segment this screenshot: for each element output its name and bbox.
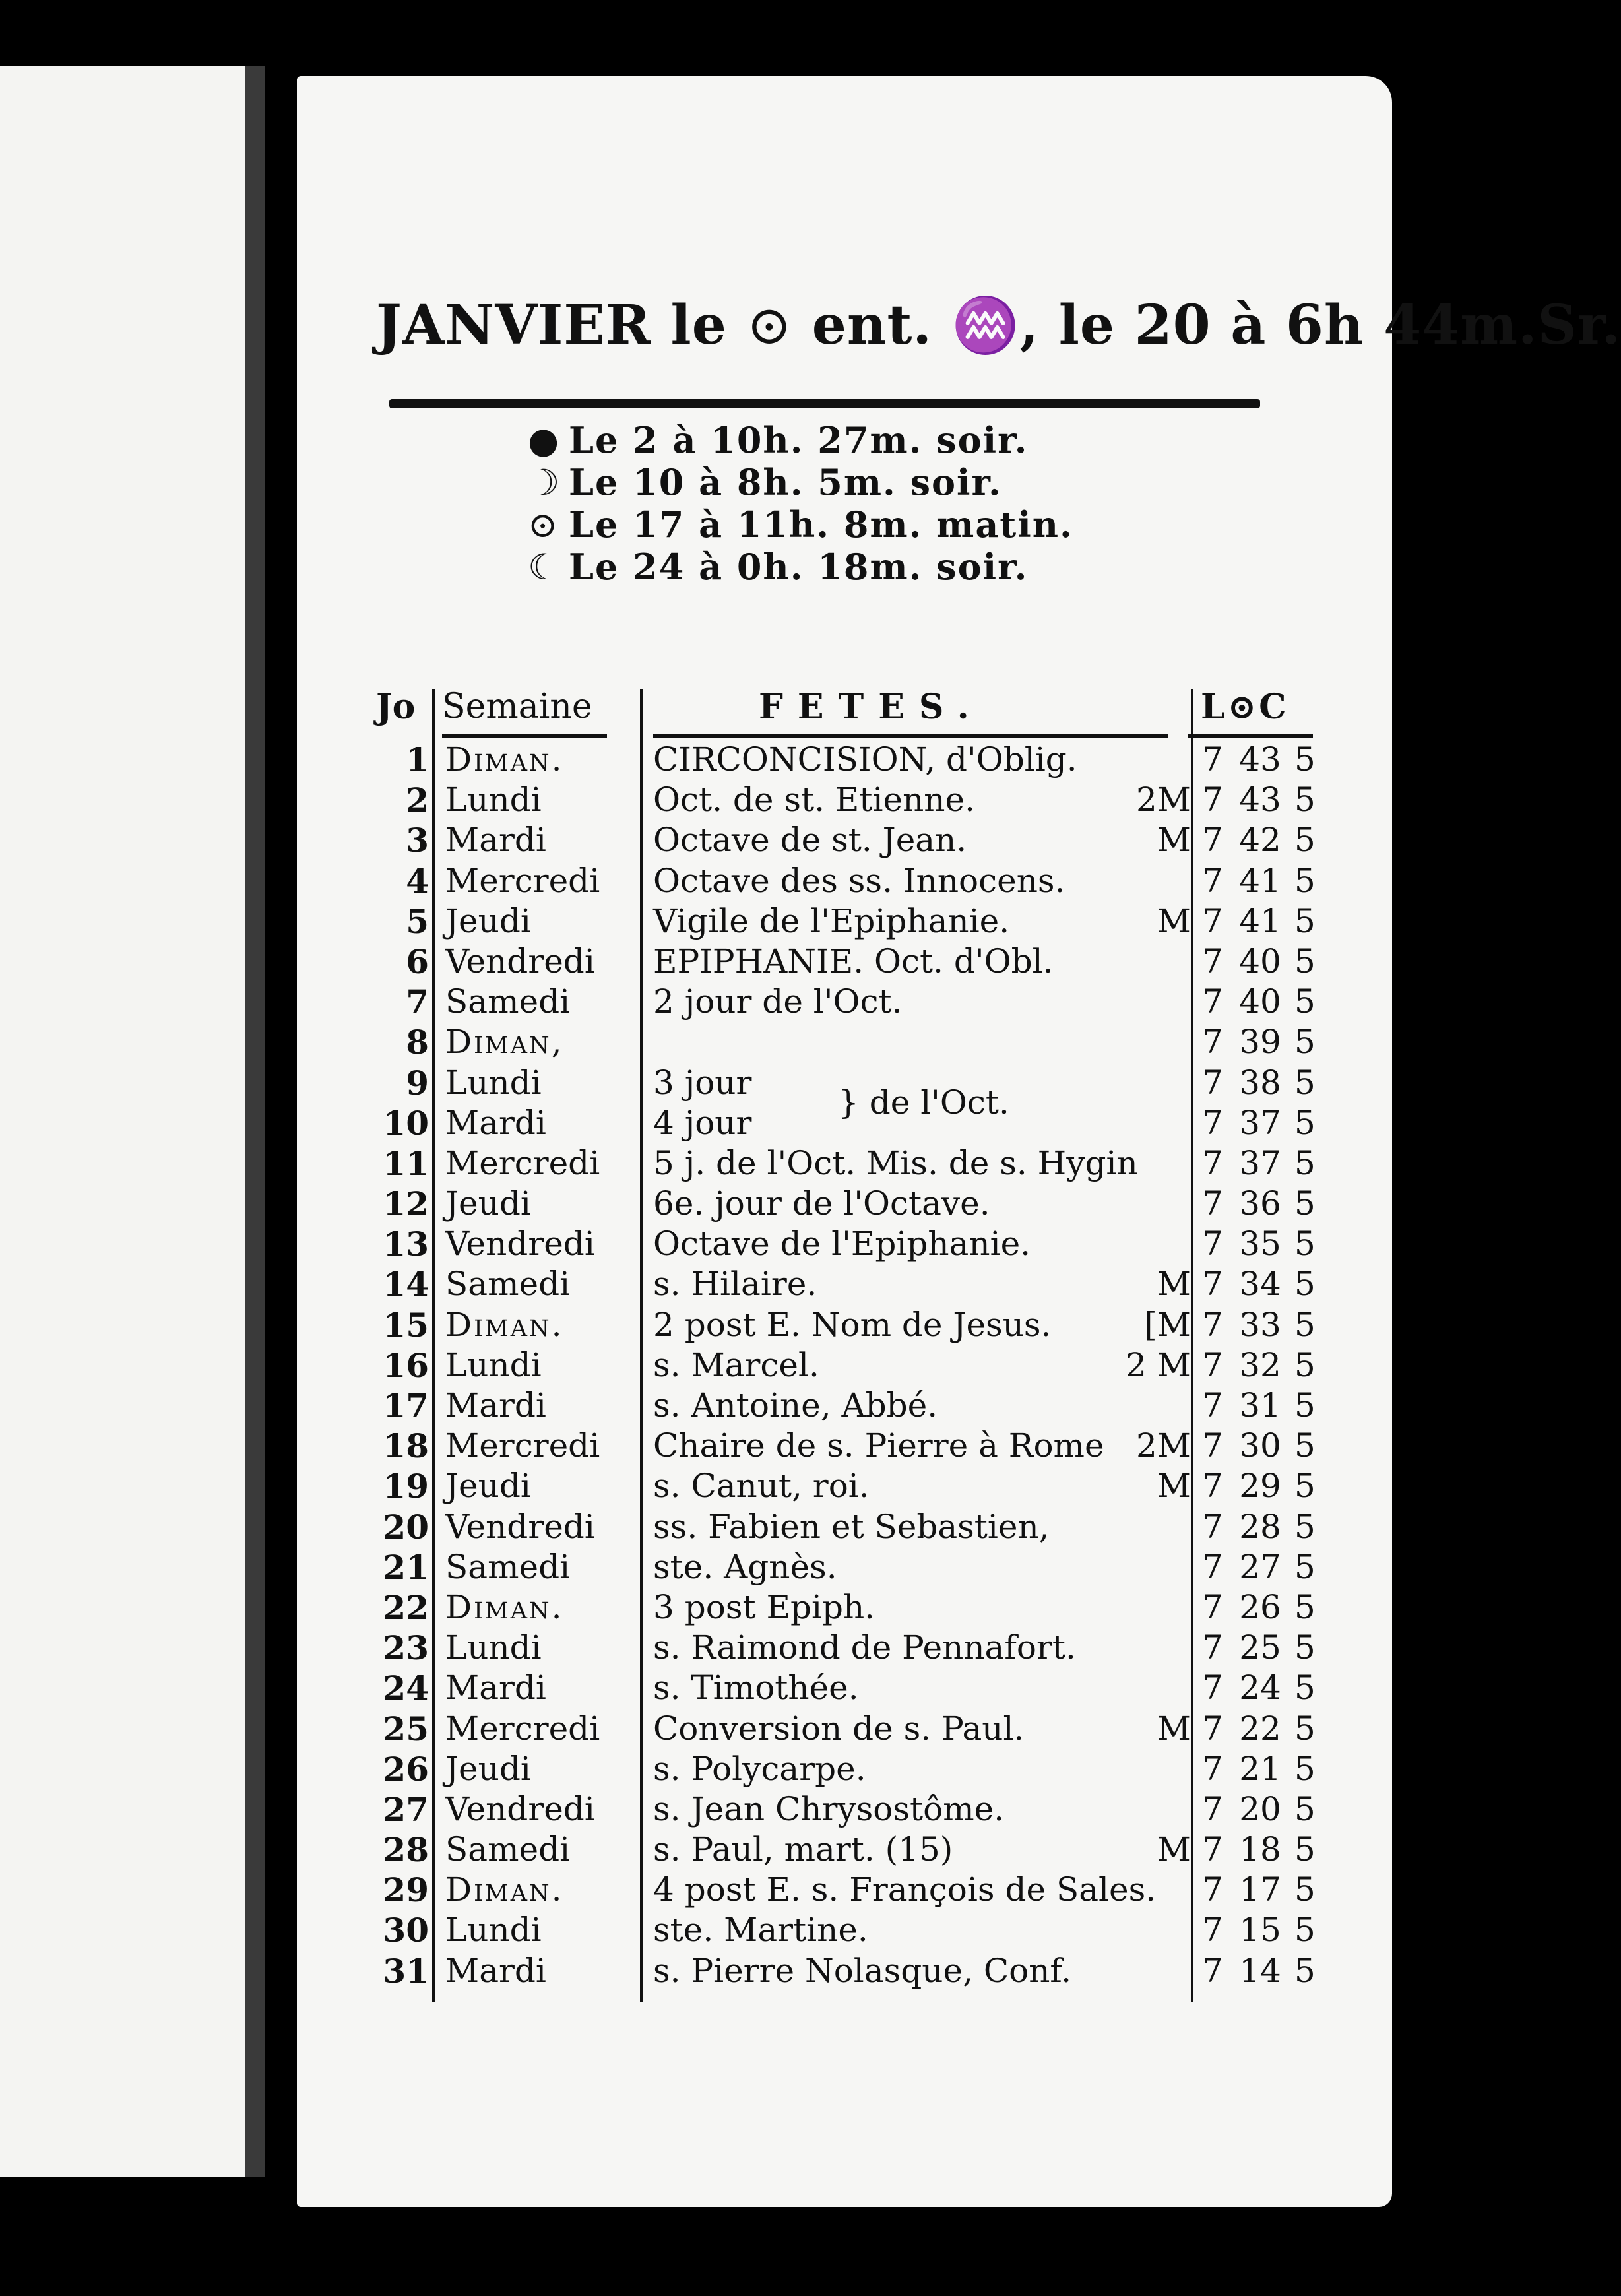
- feast: s. Timothée.: [653, 1669, 859, 1707]
- weekday: Mercredi: [445, 861, 600, 900]
- weekday: Jeudi: [445, 1749, 531, 1788]
- header-fetes: FETES.: [759, 687, 984, 727]
- day-number: 11: [383, 1143, 429, 1183]
- new-moon-icon: ●: [528, 420, 561, 461]
- sunrise-hour: 7: [1202, 1709, 1223, 1748]
- sunrise-hour: 7: [1202, 1063, 1223, 1102]
- mass-mark: 2M: [1135, 781, 1191, 819]
- sun-icon: ⊙: [746, 294, 793, 357]
- page-title: JANVIER le ⊙ ent. ♒, le 20 à 6h 44m.Sr.: [376, 294, 1621, 357]
- sunrise-hour: 7: [1202, 1628, 1223, 1667]
- day-number: 23: [383, 1628, 429, 1668]
- weekday: Diman.: [445, 1870, 564, 1909]
- sunset-hour: 5: [1294, 740, 1316, 779]
- weekday: Diman,: [445, 1023, 564, 1062]
- sunrise-hour: 7: [1202, 1184, 1223, 1223]
- sunrise-hour: 7: [1202, 740, 1223, 779]
- sunset-hour: 5: [1294, 1669, 1316, 1707]
- weekday: Mardi: [445, 1951, 546, 1990]
- table-row: [376, 1184, 1316, 1224]
- sunrise-minute: 41: [1239, 901, 1281, 940]
- weekday: Diman.: [445, 1305, 564, 1344]
- table-header: [376, 683, 1313, 740]
- sunrise-hour: 7: [1202, 901, 1223, 940]
- day-number: 7: [406, 982, 429, 1022]
- sunrise-minute: 36: [1239, 1184, 1281, 1223]
- sunrise-minute: 15: [1239, 1911, 1281, 1950]
- feast: s. Canut, roi.: [653, 1467, 870, 1506]
- table-row: [376, 780, 1316, 820]
- sunrise-hour: 7: [1202, 1023, 1223, 1062]
- aquarius-icon: ♒: [951, 294, 1020, 357]
- feast: ste. Martine.: [653, 1911, 868, 1950]
- feast: CIRCONCISION, d'Oblig.: [653, 740, 1077, 779]
- sunrise-hour: 7: [1202, 1830, 1223, 1869]
- table-row: [376, 1224, 1316, 1264]
- table-row: [376, 1789, 1316, 1830]
- weekday: Lundi: [445, 1063, 542, 1102]
- day-number: 31: [383, 1951, 429, 1991]
- sunrise-minute: 24: [1239, 1669, 1281, 1707]
- sunrise-minute: 37: [1239, 1143, 1281, 1182]
- table-row: [376, 1709, 1316, 1749]
- weekday: Vendredi: [445, 1225, 595, 1263]
- sunrise-hour: 7: [1202, 1911, 1223, 1950]
- table-row: [376, 1264, 1316, 1304]
- sunset-hour: 5: [1294, 901, 1316, 940]
- book-spine-edge: [245, 66, 265, 2177]
- table-row: [376, 1668, 1316, 1708]
- calendar-table: [376, 683, 1316, 1991]
- sunset-hour: 5: [1294, 1789, 1316, 1828]
- sunset-hour: 5: [1294, 1547, 1316, 1586]
- mass-mark: M: [1157, 1709, 1191, 1748]
- sunrise-minute: 25: [1239, 1628, 1281, 1667]
- weekday: Samedi: [445, 1830, 571, 1869]
- header-jo: Jo: [376, 687, 416, 727]
- day-number: 6: [406, 941, 429, 981]
- sunrise-minute: 37: [1239, 1103, 1281, 1142]
- feast: 4 jour: [653, 1103, 752, 1142]
- sunrise-hour: 7: [1202, 1587, 1223, 1626]
- weekday: Mercredi: [445, 1426, 600, 1465]
- table-row: [376, 1910, 1316, 1950]
- table-row: [376, 1951, 1316, 1991]
- sunrise-hour: 7: [1202, 982, 1223, 1021]
- sunrise-minute: 17: [1239, 1870, 1281, 1909]
- sunrise-hour: 7: [1202, 1507, 1223, 1546]
- table-row: [376, 1830, 1316, 1870]
- table-row: [376, 1426, 1316, 1466]
- sunrise-hour: 7: [1202, 1345, 1223, 1384]
- sunrise-minute: 41: [1239, 861, 1281, 900]
- weekday: Mardi: [445, 1386, 546, 1424]
- day-number: 29: [383, 1870, 429, 1910]
- sunrise-hour: 7: [1202, 1305, 1223, 1344]
- feast: EPIPHANIE. Oct. d'Obl.: [653, 941, 1054, 980]
- sunset-hour: 5: [1294, 1507, 1316, 1546]
- sunset-hour: 5: [1294, 821, 1316, 860]
- sunrise-hour: 7: [1202, 1265, 1223, 1304]
- weekday: Jeudi: [445, 1467, 531, 1506]
- feast: 5 j. de l'Oct. Mis. de s. Hygin: [653, 1143, 1138, 1182]
- sunrise-hour: 7: [1202, 781, 1223, 819]
- table-row: [376, 820, 1316, 860]
- weekday: Jeudi: [445, 901, 531, 940]
- sunrise-minute: 35: [1239, 1225, 1281, 1263]
- day-number: 13: [383, 1225, 429, 1264]
- feast: 4 post E. s. François de Sales.: [653, 1870, 1157, 1909]
- feast: s. Paul, mart. (15): [653, 1830, 953, 1869]
- title-rule: [389, 399, 1260, 408]
- weekday: Samedi: [445, 982, 571, 1021]
- sunrise-hour: 7: [1202, 1143, 1223, 1182]
- sunrise-minute: 38: [1239, 1063, 1281, 1102]
- sunrise-minute: 43: [1239, 781, 1281, 819]
- sunset-hour: 5: [1294, 1225, 1316, 1263]
- moon-phase-full: ⊙ Le 17 à 11h. 8m. matin.: [528, 503, 1073, 546]
- sunrise-minute: 21: [1239, 1749, 1281, 1788]
- sunset-hour: 5: [1294, 1184, 1316, 1223]
- weekday: Mercredi: [445, 1143, 600, 1182]
- feast: Octave de l'Epiphanie.: [653, 1225, 1031, 1263]
- table-body: [376, 740, 1316, 1991]
- table-row: [376, 1507, 1316, 1547]
- weekday: Jeudi: [445, 1184, 531, 1223]
- calendar-page: [297, 76, 1621, 2207]
- day-number: 22: [383, 1587, 429, 1627]
- weekday: Lundi: [445, 1628, 542, 1667]
- sunrise-minute: 39: [1239, 1023, 1281, 1062]
- sunset-hour: 5: [1294, 1143, 1316, 1182]
- feast: s. Jean Chrysostôme.: [653, 1789, 1005, 1828]
- feast: ste. Agnès.: [653, 1547, 837, 1586]
- feast: 6e. jour de l'Octave.: [653, 1184, 990, 1223]
- sunrise-hour: 7: [1202, 1103, 1223, 1142]
- sunset-hour: 5: [1294, 1426, 1316, 1465]
- sunset-hour: 5: [1294, 1911, 1316, 1950]
- sunrise-hour: 7: [1202, 1870, 1223, 1909]
- day-number: 1: [406, 740, 429, 779]
- sunrise-hour: 7: [1202, 821, 1223, 860]
- sunrise-hour: 7: [1202, 1386, 1223, 1424]
- sunrise-minute: 27: [1239, 1547, 1281, 1586]
- day-number: 12: [383, 1184, 429, 1224]
- weekday: Diman.: [445, 740, 564, 779]
- table-row: [376, 1628, 1316, 1668]
- feast: Vigile de l'Epiphanie.: [653, 901, 1010, 940]
- left-page: [0, 66, 245, 2177]
- table-row: [376, 1870, 1316, 1910]
- sunset-hour: 5: [1294, 1749, 1316, 1788]
- sunrise-minute: 30: [1239, 1426, 1281, 1465]
- brace-note: } de l'Oct.: [838, 1083, 1009, 1122]
- feast: 3 post Epiph.: [653, 1587, 875, 1626]
- day-number: 3: [406, 821, 429, 860]
- sunset-hour: 5: [1294, 1870, 1316, 1909]
- feast: Oct. de st. Etienne.: [653, 781, 975, 819]
- feast: 2 post E. Nom de Jesus.: [653, 1305, 1052, 1344]
- sunrise-hour: 7: [1202, 1426, 1223, 1465]
- sunrise-minute: 26: [1239, 1587, 1281, 1626]
- day-number: 16: [383, 1345, 429, 1385]
- sunset-hour: 5: [1294, 1587, 1316, 1626]
- mass-mark: 2 M: [1126, 1345, 1191, 1384]
- sunrise-minute: 14: [1239, 1951, 1281, 1990]
- sunset-hour: 5: [1294, 941, 1316, 980]
- mass-mark: 2M: [1135, 1426, 1191, 1465]
- moon-phase-new: ● Le 2 à 10h. 27m. soir.: [528, 419, 1029, 461]
- feast: Conversion de s. Paul.: [653, 1709, 1025, 1748]
- day-number: 9: [406, 1063, 429, 1102]
- day-number: 21: [383, 1547, 429, 1587]
- table-row: [376, 982, 1316, 1022]
- weekday: Mardi: [445, 1669, 546, 1707]
- table-row: [376, 1587, 1316, 1628]
- sunrise-minute: 42: [1239, 821, 1281, 860]
- day-number: 5: [406, 901, 429, 941]
- feast: s. Antoine, Abbé.: [653, 1386, 938, 1424]
- feast: s. Pierre Nolasque, Conf.: [653, 1951, 1072, 1990]
- sunset-hour: 5: [1294, 1023, 1316, 1062]
- table-row: [376, 861, 1316, 901]
- feast: 3 jour: [653, 1063, 752, 1102]
- sunrise-minute: 43: [1239, 740, 1281, 779]
- table-row: [376, 1749, 1316, 1789]
- sunrise-hour: 7: [1202, 1749, 1223, 1788]
- table-row: [376, 1547, 1316, 1587]
- mass-mark: [M: [1144, 1305, 1191, 1344]
- mass-mark: M: [1157, 1467, 1191, 1506]
- weekday: Samedi: [445, 1265, 571, 1304]
- sunrise-hour: 7: [1202, 1467, 1223, 1506]
- day-number: 20: [383, 1507, 429, 1547]
- full-moon-icon: ⊙: [528, 504, 559, 546]
- feast: s. Raimond de Pennafort.: [653, 1628, 1076, 1667]
- header-sunrise: L⊙C: [1201, 687, 1289, 727]
- sunrise-minute: 40: [1239, 941, 1281, 980]
- moon-phase-last-quarter: ☾ Le 24 à 0h. 18m. soir.: [528, 546, 1029, 588]
- table-row: [376, 941, 1316, 982]
- sunrise-minute: 18: [1239, 1830, 1281, 1869]
- weekday: Lundi: [445, 1911, 542, 1950]
- day-number: 25: [383, 1709, 429, 1748]
- day-number: 10: [383, 1103, 429, 1143]
- table-row: [376, 1466, 1316, 1506]
- day-number: 4: [406, 861, 429, 901]
- day-number: 28: [383, 1830, 429, 1870]
- day-number: 15: [383, 1305, 429, 1345]
- feast: Chaire de s. Pierre à Rome: [653, 1426, 1104, 1465]
- table-row: [376, 1063, 1316, 1122]
- sunset-hour: 5: [1294, 1951, 1316, 1990]
- day-number: 17: [383, 1386, 429, 1425]
- sunset-hour: 5: [1294, 1103, 1316, 1142]
- feast: 2 jour de l'Oct.: [653, 982, 903, 1021]
- sunrise-hour: 7: [1202, 1669, 1223, 1707]
- sunrise-hour: 7: [1202, 941, 1223, 980]
- sunrise-hour: 7: [1202, 1951, 1223, 1990]
- sunrise-minute: 33: [1239, 1305, 1281, 1344]
- sunset-hour: 5: [1294, 1830, 1316, 1869]
- sunrise-minute: 34: [1239, 1265, 1281, 1304]
- weekday: Lundi: [445, 1345, 542, 1384]
- first-quarter-icon: ☽: [528, 462, 561, 503]
- sunset-hour: 5: [1294, 1467, 1316, 1506]
- sunset-hour: 5: [1294, 1386, 1316, 1424]
- sunset-hour: 5: [1294, 1063, 1316, 1102]
- sunrise-hour: 7: [1202, 1789, 1223, 1828]
- weekday: Vendredi: [445, 941, 595, 980]
- table-row: [376, 1345, 1316, 1386]
- mass-mark: M: [1157, 901, 1191, 940]
- day-number: 8: [406, 1023, 429, 1062]
- sunrise-minute: 28: [1239, 1507, 1281, 1546]
- sunset-hour: 5: [1294, 1265, 1316, 1304]
- mass-mark: M: [1157, 821, 1191, 860]
- sunrise-minute: 20: [1239, 1789, 1281, 1828]
- feast: ss. Fabien et Sebastien,: [653, 1507, 1050, 1546]
- table-row: [376, 901, 1316, 941]
- sunset-hour: 5: [1294, 861, 1316, 900]
- weekday: Vendredi: [445, 1789, 595, 1828]
- moon-phases: [528, 419, 1254, 588]
- sunrise-hour: 7: [1202, 1225, 1223, 1263]
- sunrise-hour: 7: [1202, 861, 1223, 900]
- day-number: 26: [383, 1749, 429, 1789]
- sunset-hour: 5: [1294, 982, 1316, 1021]
- table-row: [376, 740, 1316, 780]
- weekday: Mercredi: [445, 1709, 600, 1748]
- day-number: 14: [383, 1265, 429, 1304]
- day-number: 18: [383, 1426, 429, 1466]
- sunset-hour: 5: [1294, 1709, 1316, 1748]
- header-semaine: Semaine: [442, 687, 592, 726]
- weekday: Mardi: [445, 821, 546, 860]
- day-number: 24: [383, 1669, 429, 1708]
- day-number: 2: [406, 781, 429, 820]
- mass-mark: M: [1157, 1265, 1191, 1304]
- sunset-hour: 5: [1294, 1628, 1316, 1667]
- sunrise-minute: 31: [1239, 1386, 1281, 1424]
- feast: s. Marcel.: [653, 1345, 819, 1384]
- weekday: Samedi: [445, 1547, 571, 1586]
- sunset-hour: 5: [1294, 781, 1316, 819]
- sunrise-minute: 22: [1239, 1709, 1281, 1748]
- feast: Octave des ss. Innocens.: [653, 861, 1065, 900]
- moon-phase-first-quarter: ☽ Le 10 à 8h. 5m. soir.: [528, 461, 1002, 503]
- table-row: [376, 1022, 1316, 1062]
- sunset-hour: 5: [1294, 1305, 1316, 1344]
- weekday: Vendredi: [445, 1507, 595, 1546]
- sunrise-minute: 29: [1239, 1467, 1281, 1506]
- mass-mark: M: [1157, 1830, 1191, 1869]
- weekday: Lundi: [445, 781, 542, 819]
- feast: s. Polycarpe.: [653, 1749, 866, 1788]
- table-row: [376, 1143, 1316, 1184]
- sunrise-hour: 7: [1202, 1547, 1223, 1586]
- sunset-hour: 5: [1294, 1345, 1316, 1384]
- feast: s. Hilaire.: [653, 1265, 817, 1304]
- feast: Octave de st. Jean.: [653, 821, 967, 860]
- last-quarter-icon: ☾: [528, 546, 561, 588]
- table-row: [376, 1386, 1316, 1426]
- sunrise-minute: 40: [1239, 982, 1281, 1021]
- day-number: 30: [383, 1911, 429, 1950]
- sunrise-minute: 32: [1239, 1345, 1281, 1384]
- day-number: 19: [383, 1467, 429, 1506]
- day-number: 27: [383, 1789, 429, 1829]
- table-row: [376, 1103, 1316, 1143]
- table-row: [376, 1305, 1316, 1345]
- weekday: Diman.: [445, 1587, 564, 1626]
- weekday: Mardi: [445, 1103, 546, 1142]
